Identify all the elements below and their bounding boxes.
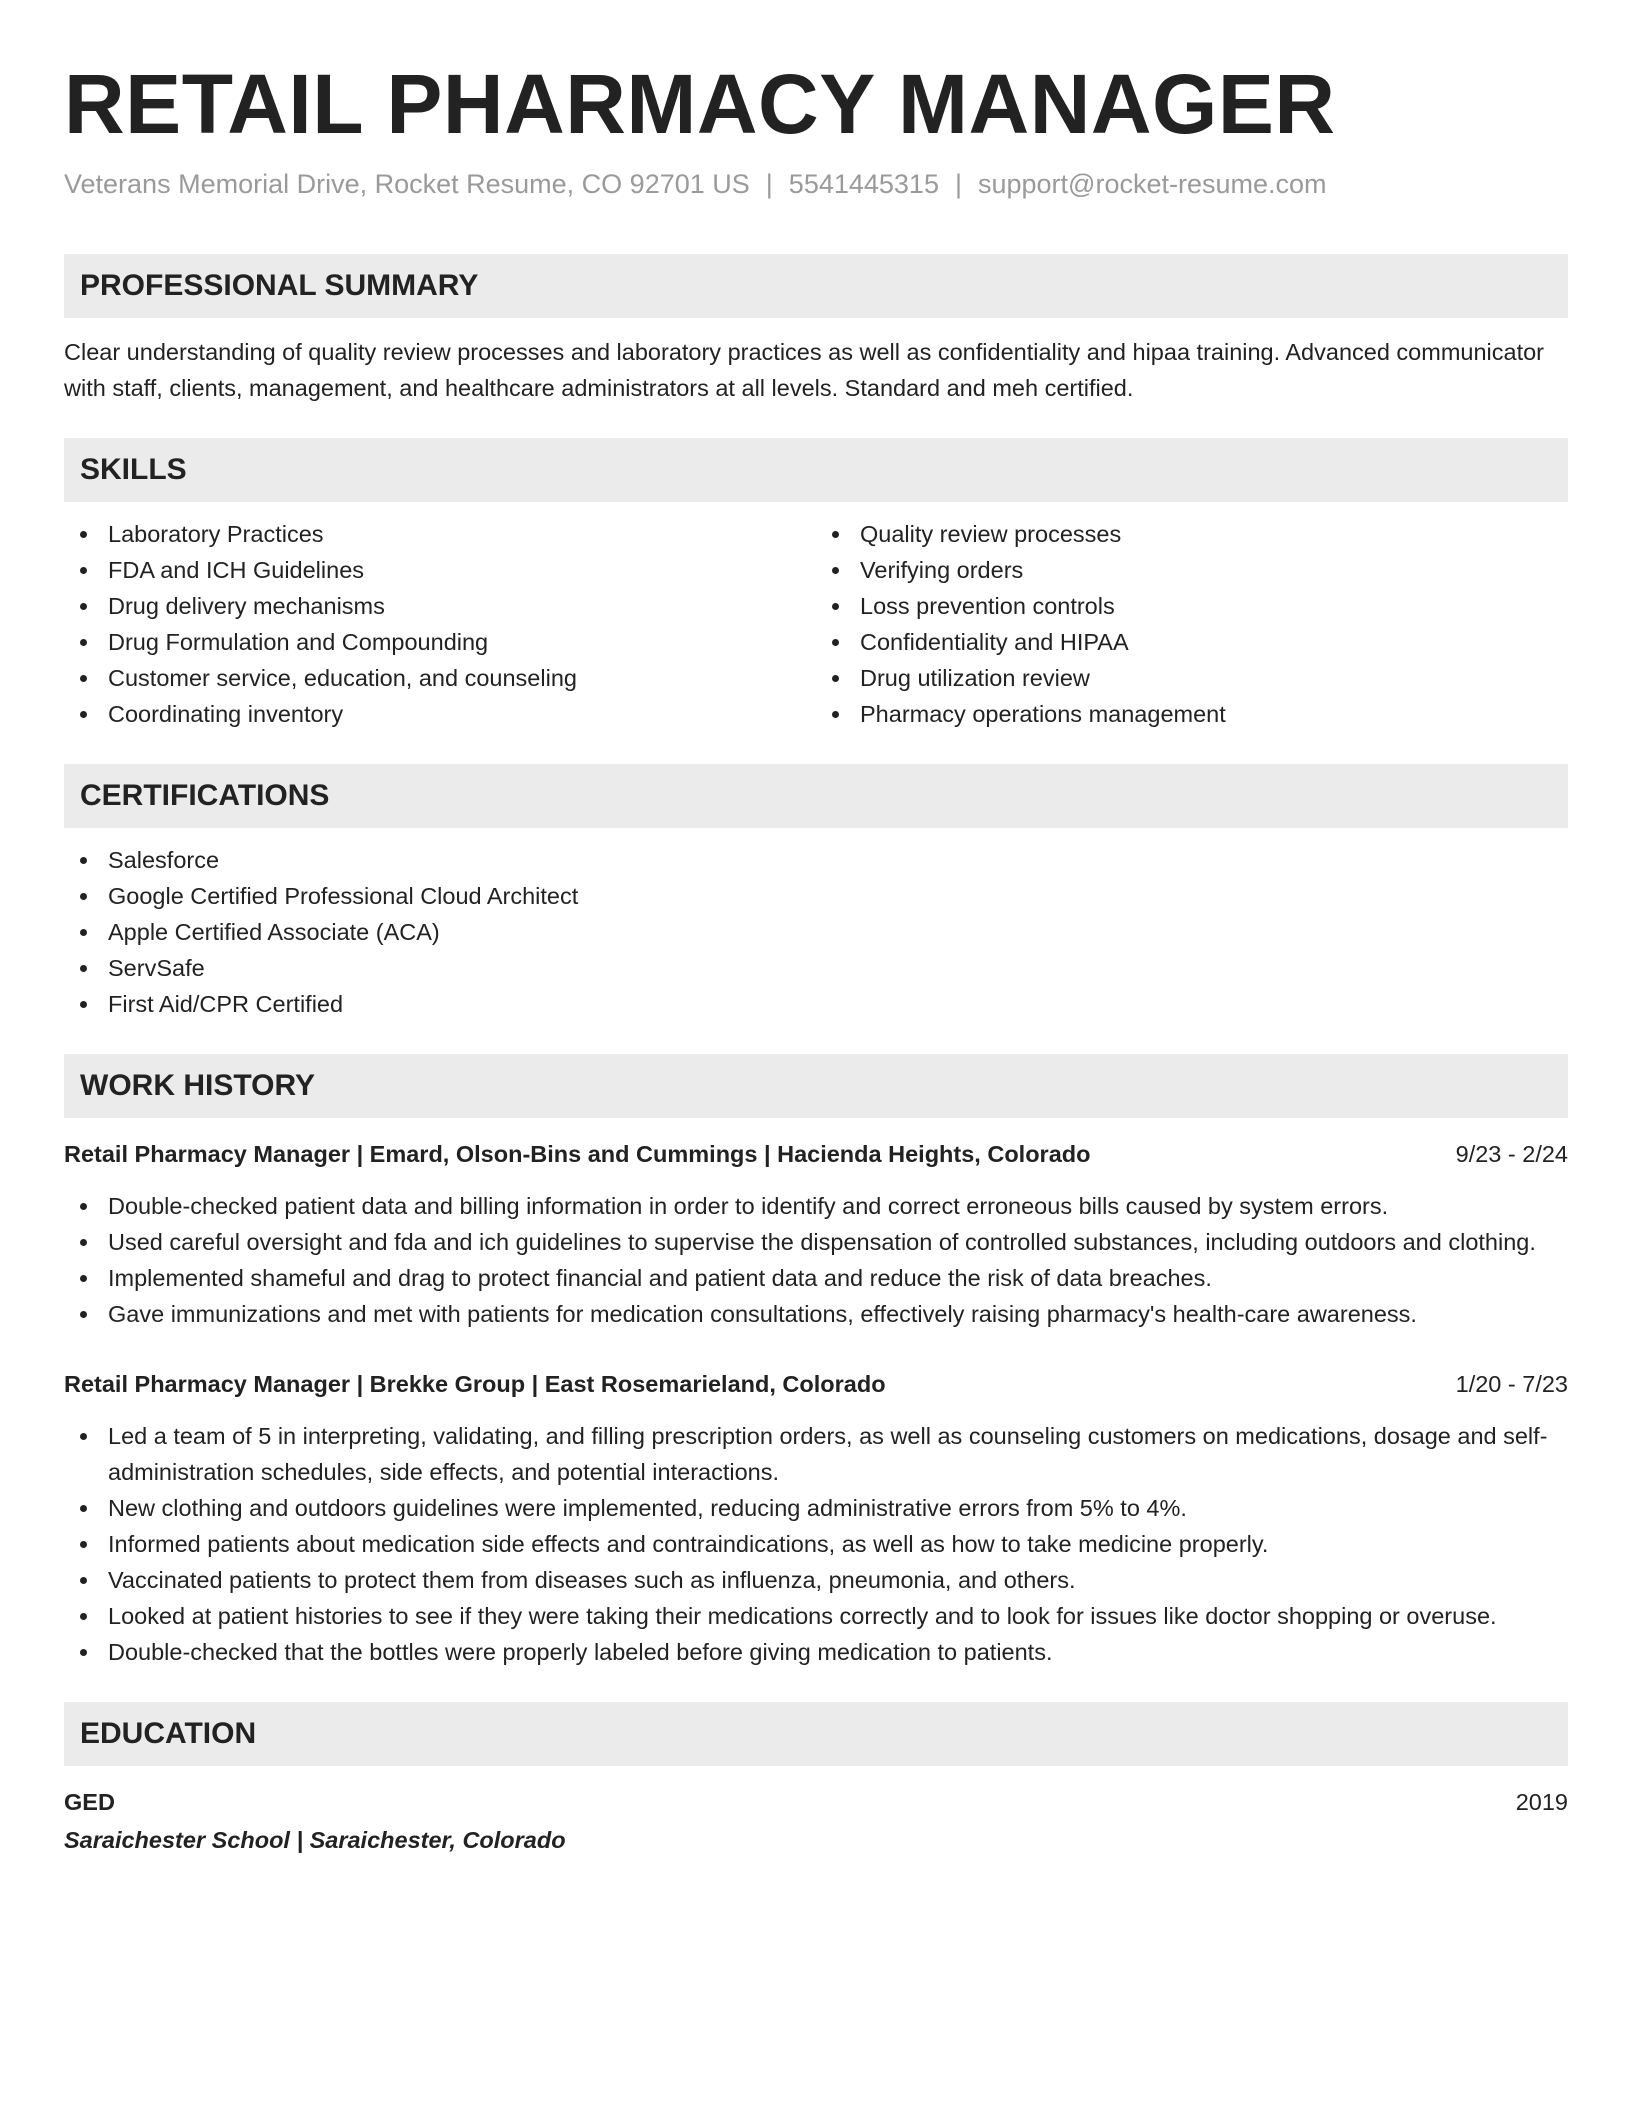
list-item: Quality review processes <box>816 516 1568 552</box>
resume-title: RETAIL PHARMACY MANAGER <box>64 57 1336 151</box>
job-header <box>64 1366 1568 1402</box>
skills-list-left <box>64 516 816 732</box>
list-item: Drug delivery mechanisms <box>64 588 816 624</box>
contact-line <box>64 166 1568 202</box>
list-item: First Aid/CPR Certified <box>64 986 1568 1022</box>
list-item: Customer service, education, and counseling <box>64 660 816 696</box>
education-school: Saraichester School | Saraichester, Colorado <box>64 1827 566 1853</box>
list-item: ServSafe <box>64 950 1568 986</box>
contact-phone: 5541445315 <box>788 169 939 199</box>
job-dates: 1/20 - 7/23 <box>1455 1371 1568 1397</box>
list-item: Pharmacy operations management <box>816 696 1568 732</box>
contact-separator: | <box>954 169 962 199</box>
summary-section <box>64 254 1568 406</box>
list-item: Double-checked patient data and billing information in order to identify and correct erroneous bills caused by system errors. <box>64 1188 1568 1224</box>
section-heading-summary: PROFESSIONAL SUMMARY <box>64 254 1568 318</box>
job-title: Retail Pharmacy Manager | Brekke Group | East Rosemarieland, Colorado <box>64 1371 886 1397</box>
list-item: Confidentiality and HIPAA <box>816 624 1568 660</box>
section-heading-certifications: CERTIFICATIONS <box>64 764 1568 828</box>
job-entry <box>64 1136 1568 1332</box>
contact-address: Veterans Memorial Drive, Rocket Resume, CO 92701 US <box>64 169 750 199</box>
section-heading-skills: SKILLS <box>64 438 1568 502</box>
job-bullets <box>64 1188 1568 1332</box>
list-item: Laboratory Practices <box>64 516 816 552</box>
list-item: New clothing and outdoors guidelines were implemented, reducing administrative errors from 5% to 4%. <box>64 1490 1568 1526</box>
list-item: Drug Formulation and Compounding <box>64 624 816 660</box>
list-item: Led a team of 5 in interpreting, validating, and filling prescription orders, as well as counseling customers on medications, dosage and self-administration schedules, side effects, and potential interactions. <box>64 1418 1568 1490</box>
skills-list-right <box>816 516 1568 732</box>
contact-email: support@rocket-resume.com <box>977 169 1327 199</box>
list-item: Vaccinated patients to protect them from diseases such as influenza, pneumonia, and others. <box>64 1562 1568 1598</box>
list-item: FDA and ICH Guidelines <box>64 552 816 588</box>
list-item: Apple Certified Associate (ACA) <box>64 914 1568 950</box>
list-item: Implemented shameful and drag to protect financial and patient data and reduce the risk of data breaches. <box>64 1260 1568 1296</box>
list-item: Google Certified Professional Cloud Architect <box>64 878 1568 914</box>
education-degree: GED <box>64 1789 115 1815</box>
list-item: Double-checked that the bottles were properly labeled before giving medication to patients. <box>64 1634 1568 1670</box>
section-heading-work: WORK HISTORY <box>64 1054 1568 1118</box>
list-item: Verifying orders <box>816 552 1568 588</box>
list-item: Informed patients about medication side effects and contraindications, as well as how to take medicine properly. <box>64 1526 1568 1562</box>
job-header <box>64 1136 1568 1172</box>
section-heading-education: EDUCATION <box>64 1702 1568 1766</box>
list-item: Salesforce <box>64 842 1568 878</box>
list-item: Gave immunizations and met with patients for medication consultations, effectively raising pharmacy's health-care awareness. <box>64 1296 1568 1332</box>
list-item: Drug utilization review <box>816 660 1568 696</box>
certifications-list <box>64 842 1568 1022</box>
education-header <box>64 1784 1568 1820</box>
list-item: Coordinating inventory <box>64 696 816 732</box>
education-section <box>64 1702 1568 1858</box>
work-history-section <box>64 1054 1568 1670</box>
list-item: Used careful oversight and fda and ich guidelines to supervise the dispensation of controlled substances, including outdoors and clothing. <box>64 1224 1568 1260</box>
education-year: 2019 <box>1515 1789 1568 1815</box>
list-item: Looked at patient histories to see if they were taking their medications correctly and to look for issues like doctor shopping or overuse. <box>64 1598 1568 1634</box>
list-item: Loss prevention controls <box>816 588 1568 624</box>
job-title: Retail Pharmacy Manager | Emard, Olson-Bins and Cummings | Hacienda Heights, Colorado <box>64 1141 1091 1167</box>
certifications-section <box>64 764 1568 1022</box>
skills-section <box>64 438 1568 732</box>
contact-separator: | <box>765 169 773 199</box>
job-bullets <box>64 1418 1568 1670</box>
job-dates: 9/23 - 2/24 <box>1455 1141 1568 1167</box>
job-entry <box>64 1366 1568 1670</box>
summary-text: Clear understanding of quality review processes and laboratory practices as well as confidentiality and hipaa training. Advanced communicator with staff, clients, management, and healthcare administrators at all levels. Standard and meh certified. <box>64 339 1545 401</box>
skills-grid <box>64 516 1568 732</box>
